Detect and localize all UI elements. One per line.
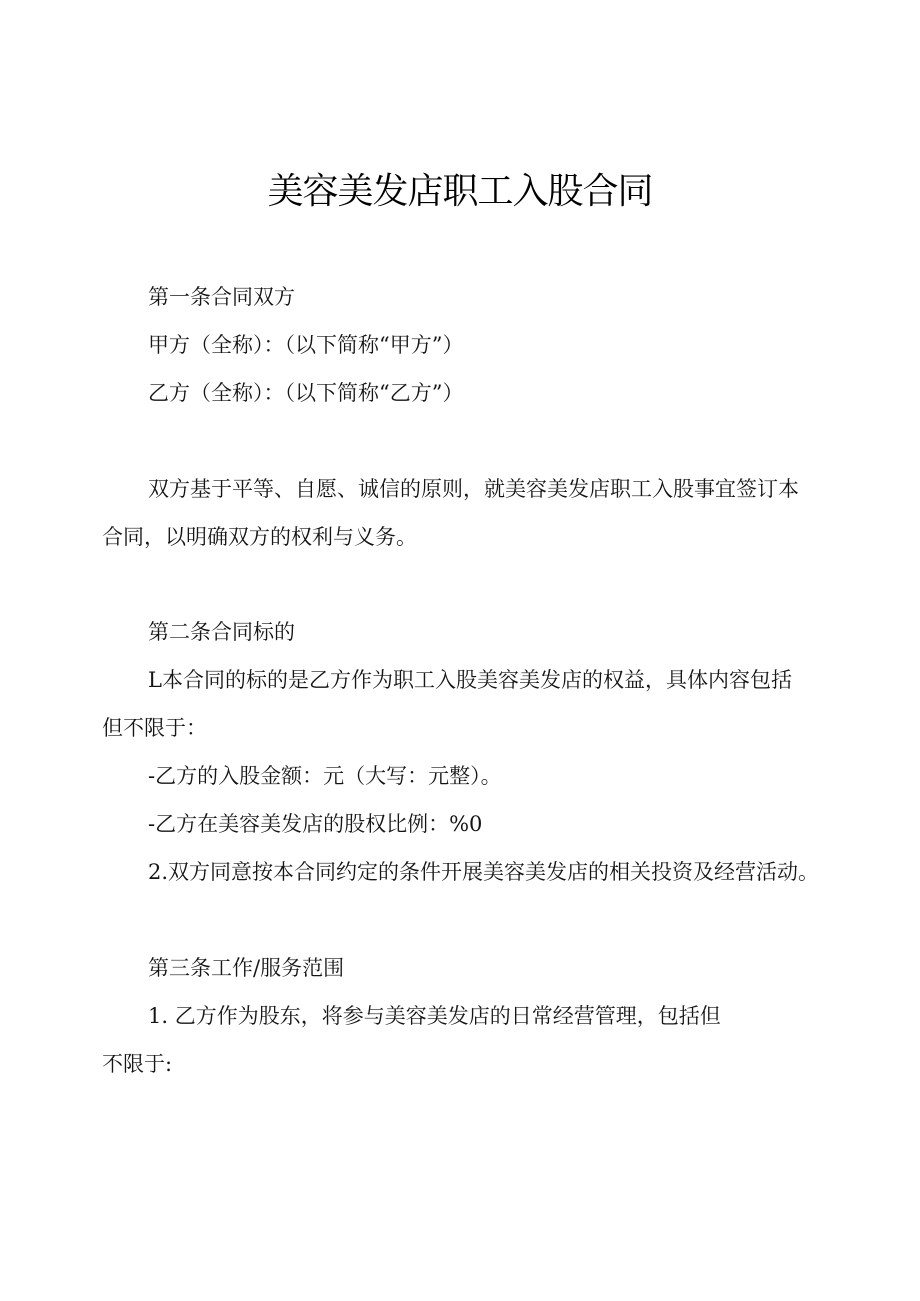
- article-3-item-1-line-2: 不限于:: [102, 1052, 173, 1076]
- investment-amount-line: -乙方的入股金额：元（大写：元整）。: [148, 764, 502, 788]
- party-a-line: 甲方（全称）：（以下简称“甲方”）: [148, 333, 464, 357]
- article-2-heading: 第二条合同标的: [148, 620, 295, 644]
- preamble-line-2: 合同，以明确双方的权利与义务。: [102, 525, 417, 549]
- party-b-line: 乙方（全称）：（以下简称“乙方”）: [148, 381, 464, 405]
- document-title: 美容美发店职工入股合同: [267, 171, 653, 212]
- article-1-heading: 第一条合同双方: [148, 285, 295, 309]
- article-2-item-1-line-1: L本合同的标的是乙方作为职工入股美容美发店的权益，具体内容包括: [148, 668, 792, 692]
- article-2-item-2: 2.双方同意按本合同约定的条件开展美容美发店的相关投资及经营活动。: [148, 860, 820, 884]
- article-3-item-1-line-1: 1. 乙方作为股东，将参与美容美发店的日常经营管理，包括但: [148, 1004, 721, 1028]
- preamble-line-1: 双方基于平等、自愿、诚信的原则，就美容美发店职工入股事宜签订本: [148, 477, 799, 501]
- article-2-item-1-line-2: 但不限于：: [102, 716, 207, 740]
- equity-ratio-line: -乙方在美容美发店的股权比例：%0: [148, 812, 483, 836]
- article-3-heading: 第三条工作/服务范围: [148, 956, 345, 980]
